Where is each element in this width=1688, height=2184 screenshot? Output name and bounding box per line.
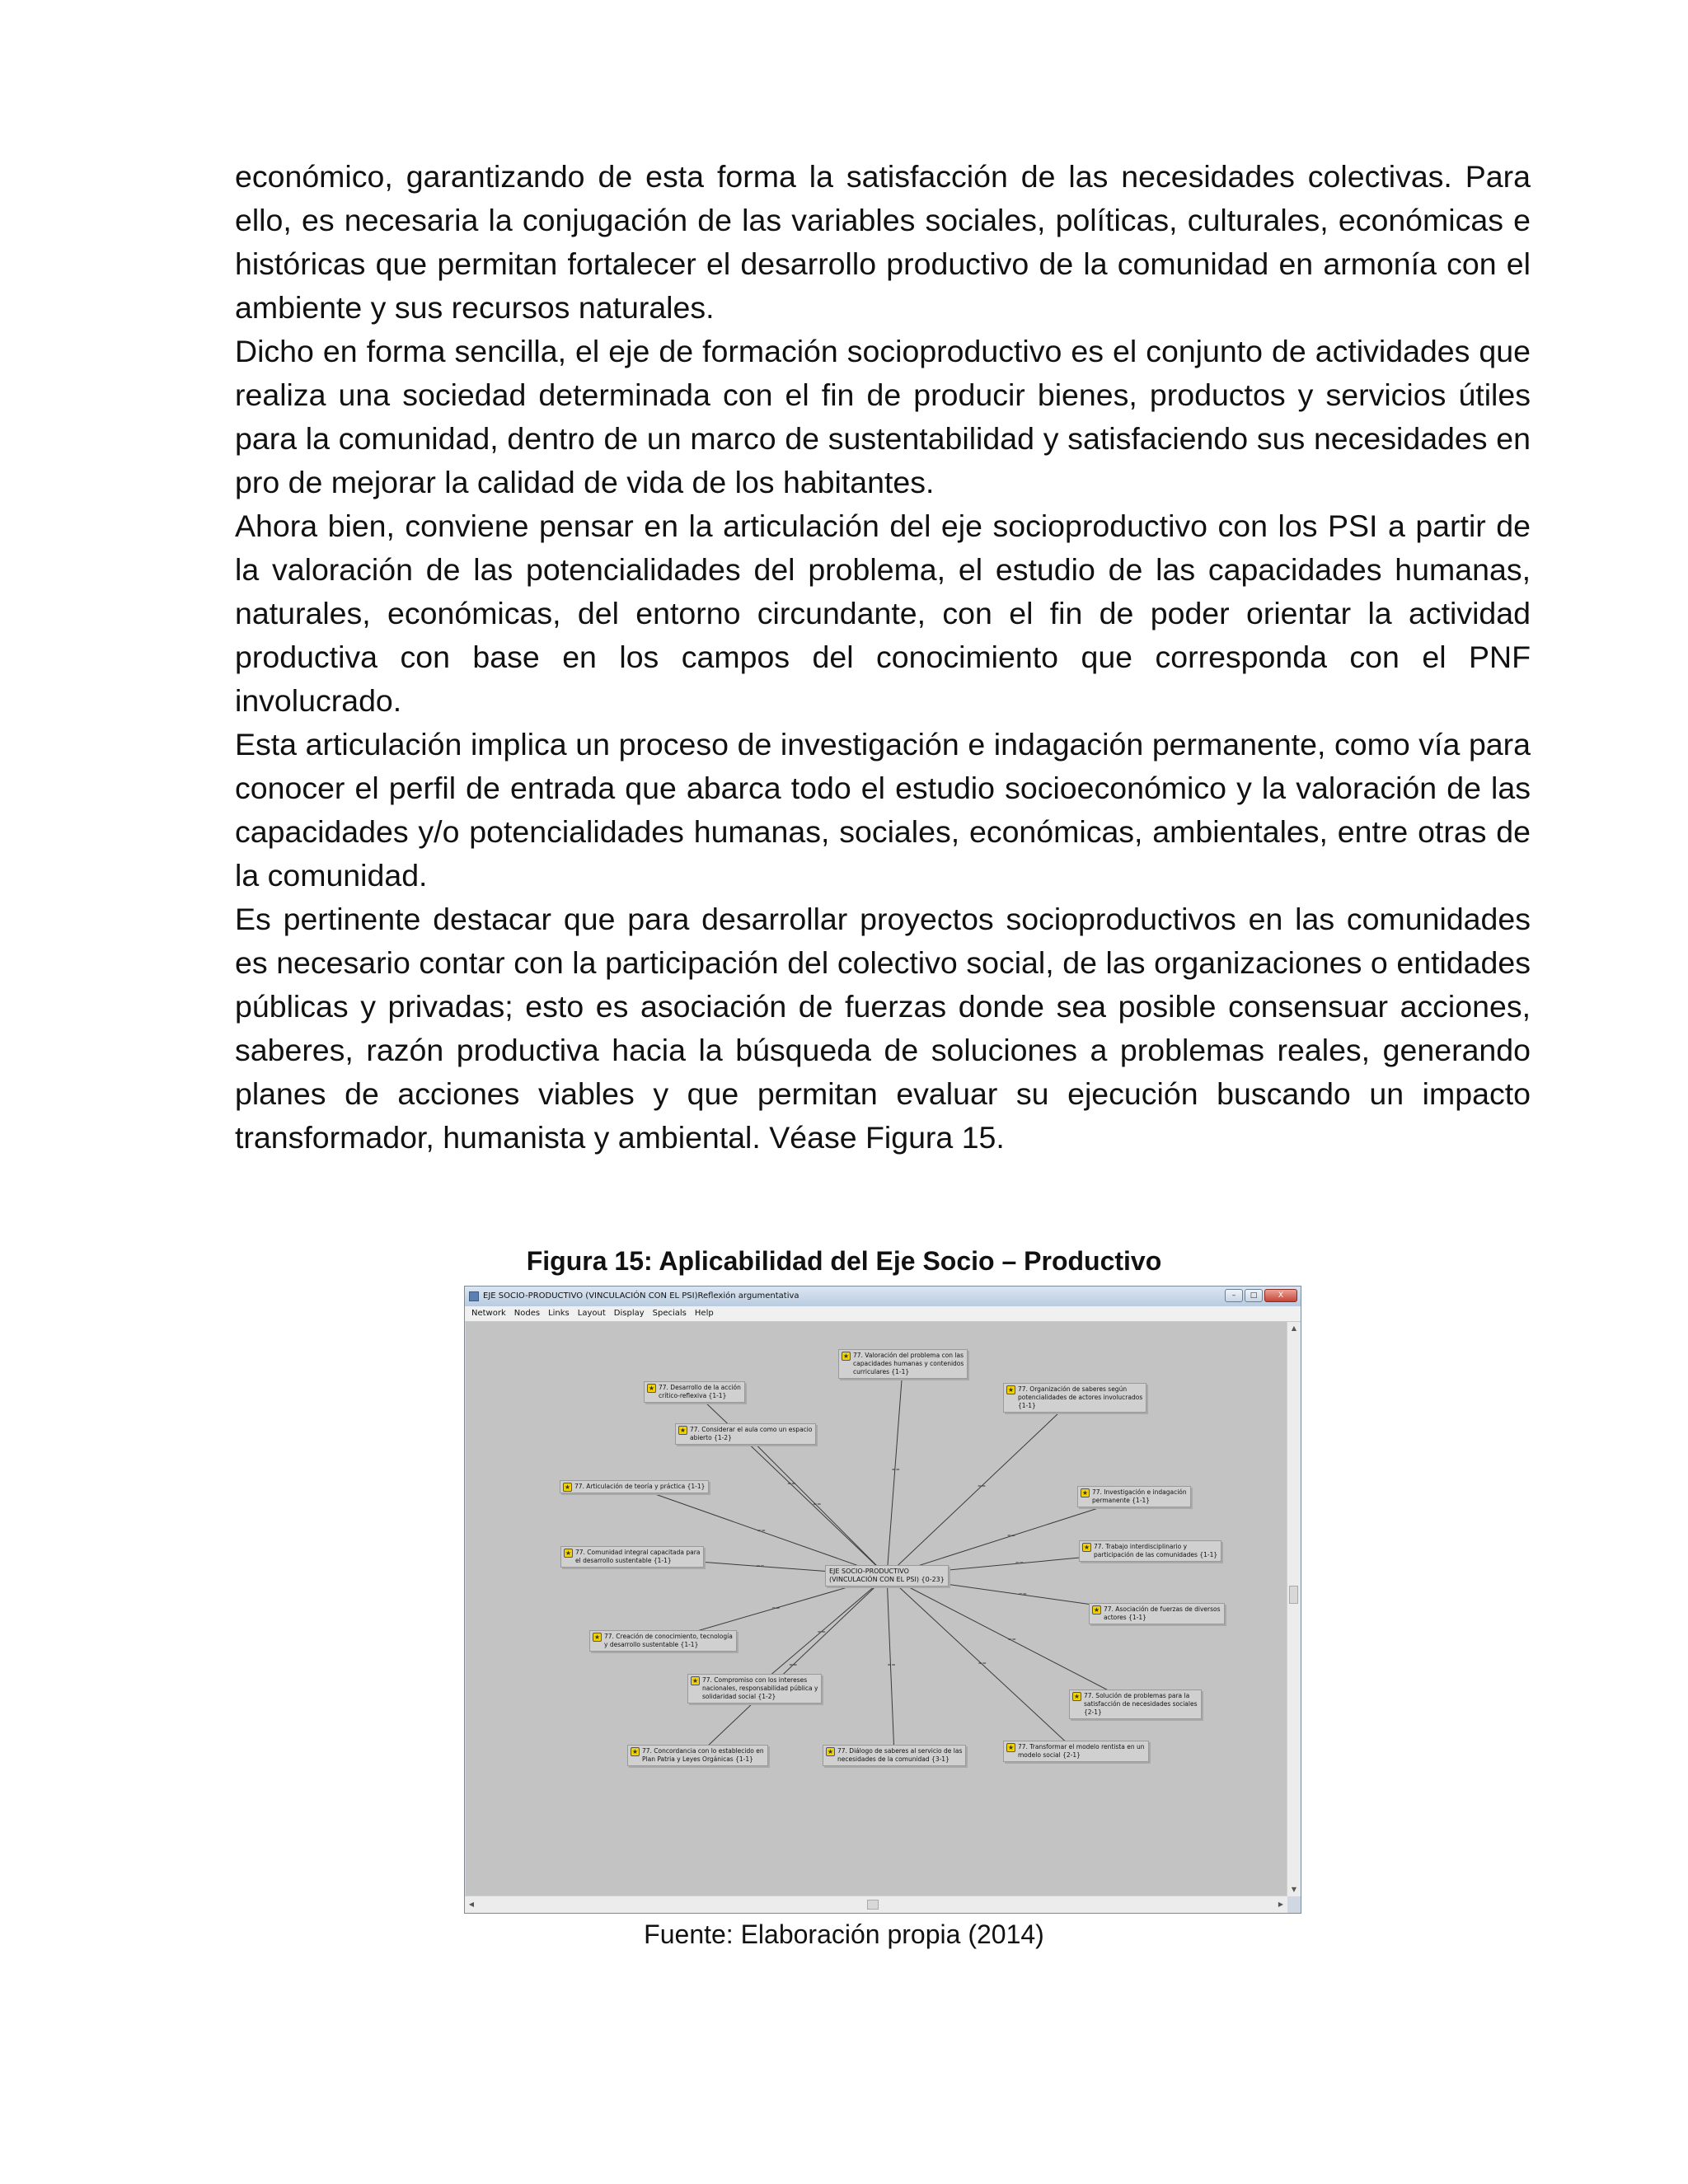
app-icon [469, 1291, 479, 1301]
network-node[interactable] [560, 1480, 709, 1493]
node-line: 77. Comunidad integral capacitada para [575, 1549, 701, 1556]
node-line: participación de las comunidades {1-1} [1094, 1551, 1218, 1558]
code-icon: ★ [565, 1549, 572, 1557]
node-line: 77. Creación de conocimiento, tecnología [604, 1633, 733, 1640]
edge-label: == [771, 1605, 781, 1611]
menu-network[interactable]: Network [471, 1309, 506, 1318]
edge-label: == [978, 1483, 987, 1489]
code-icon: ★ [1073, 1693, 1081, 1700]
node-line: 77. Diálogo de saberes al servicio de las [837, 1747, 963, 1755]
node-line: nacionales, responsabilidad pública y [702, 1685, 818, 1692]
code-icon: ★ [631, 1748, 639, 1755]
code-icon: ★ [564, 1483, 571, 1491]
edge-label: == [813, 1502, 822, 1507]
network-node[interactable] [627, 1745, 768, 1766]
node-line: permanente {1-1} [1092, 1497, 1151, 1504]
node-line: 77. Compromiso con los intereses [702, 1676, 808, 1684]
scroll-left-icon[interactable]: ◀ [468, 1900, 475, 1908]
menu-nodes[interactable]: Nodes [513, 1309, 541, 1318]
node-line: 77. Investigación e indagación [1092, 1488, 1187, 1496]
node-line: y desarrollo sustentable {1-1} [604, 1641, 699, 1648]
network-editor-window [464, 1286, 1301, 1914]
code-icon: ★ [842, 1352, 850, 1360]
network-node[interactable] [644, 1381, 745, 1403]
network-node[interactable] [1003, 1741, 1149, 1762]
node-line: actores {1-1} [1104, 1614, 1146, 1621]
node-line: solidaridad social {1-2} [702, 1693, 776, 1700]
code-icon: ★ [827, 1748, 834, 1755]
code-icon: ★ [1007, 1386, 1015, 1394]
network-node[interactable] [823, 1745, 966, 1766]
scroll-right-icon[interactable]: ▶ [1278, 1900, 1284, 1908]
horizontal-scroll-thumb[interactable] [867, 1900, 879, 1910]
menu-specials[interactable]: Specials [652, 1309, 687, 1318]
network-node[interactable] [589, 1630, 737, 1652]
network-node[interactable] [1077, 1486, 1191, 1507]
node-line: (VINCULACIÓN CON EL PSI) {0-23} [829, 1576, 945, 1583]
node-line: 77. Solución de problemas para la [1084, 1692, 1190, 1699]
node-line: Plan Patria y Leyes Orgánicas {1-1} [642, 1755, 753, 1763]
close-button[interactable]: X [1264, 1289, 1297, 1302]
node-line: 77. Asociación de fuerzas de diversos [1104, 1605, 1221, 1613]
node-line: 77. Trabajo interdisciplinario y [1094, 1543, 1188, 1550]
edge-label: == [1015, 1560, 1024, 1566]
maximize-button[interactable]: □ [1245, 1289, 1263, 1302]
node-line: satisfacción de necesidades sociales [1084, 1700, 1198, 1708]
node-line: modelo social {2-1} [1018, 1751, 1081, 1759]
code-icon: ★ [1081, 1489, 1089, 1497]
window-title: EJE SOCIO-PRODUCTIVO (VINCULACIÓN CON EL PSI)Reflexión argumentativa [483, 1291, 799, 1301]
edge-label: == [891, 1466, 900, 1473]
node-line: 77. Concordancia con lo establecido en [642, 1747, 764, 1755]
node-line: {2-1} [1084, 1708, 1102, 1716]
vertical-scroll-thumb[interactable] [1289, 1586, 1298, 1604]
menu-links[interactable]: Links [548, 1309, 570, 1318]
paragraph: Ahora bien, conviene pensar en la articulación del eje socioproductivo con los PSI a partir de la valoración de las potencialidades del problema, el estudio de las capacidades humanas, naturales, económicas, del entorno circundante, con el fin de poder orientar la actividad productiva con base en los campos del conocimiento que corresponda con el PNF involucrado. [235, 509, 1531, 718]
node-line: {1-1} [1018, 1402, 1036, 1409]
code-icon: ★ [1083, 1544, 1090, 1551]
edge-label: == [1007, 1637, 1016, 1643]
network-canvas[interactable] [466, 1322, 1287, 1896]
network-node[interactable] [1069, 1690, 1202, 1719]
scroll-down-icon[interactable]: ▼ [1291, 1886, 1297, 1893]
center-node[interactable] [825, 1565, 949, 1586]
edge-label: == [817, 1629, 826, 1635]
node-line: crítico-reflexiva {1-1} [659, 1392, 727, 1399]
edge-label: == [787, 1480, 796, 1487]
node-line: 77. Articulación de teoría y práctica {1-1} [574, 1483, 706, 1490]
menu-display[interactable]: Display [613, 1309, 645, 1318]
scroll-up-icon[interactable]: ▲ [1291, 1324, 1297, 1332]
node-line: necesidades de la comunidad {3-1} [837, 1755, 950, 1763]
node-line: curriculares {1-1} [853, 1368, 910, 1376]
window-controls [1225, 1289, 1297, 1302]
paragraph: económico, garantizando de esta forma la satisfacción de las necesidades colectivas. Para ello, es necesaria la conjugación de las variables sociales, políticas, culturales, económicas e históricas que permitan fortalecer el desarrollo productivo de la comunidad en armonía con el ambiente y sus recursos naturales. [235, 159, 1531, 325]
figure-caption: Figura 15: Aplicabilidad del Eje Socio – Productivo [526, 1246, 1162, 1276]
network-node[interactable] [1079, 1540, 1221, 1562]
paragraph: Dicho en forma sencilla, el eje de formación socioproductivo es el conjunto de actividades que realiza una sociedad determinada con el fin de producir bienes, productos y servicios útiles para la comunidad, dentro de un marco de sustentabilidad y satisfaciendo sus necesidades en pro de mejorar la calidad de vida de los habitantes. [235, 334, 1531, 499]
code-icon: ★ [648, 1385, 655, 1392]
menu-layout[interactable]: Layout [577, 1309, 606, 1318]
edge-label: == [1018, 1591, 1027, 1597]
network-node[interactable] [1003, 1383, 1146, 1413]
node-line: 77. Desarrollo de la acción [659, 1384, 741, 1391]
edge-label: == [756, 1563, 765, 1569]
code-icon: ★ [593, 1633, 601, 1641]
code-icon: ★ [679, 1427, 687, 1434]
edge-label: == [978, 1660, 987, 1666]
minimize-button[interactable]: – [1225, 1289, 1243, 1302]
network-node[interactable] [560, 1546, 704, 1568]
paragraph: Esta articulación implica un proceso de investigación e indagación permanente, como vía para conocer el perfil de entrada que abarca todo el estudio socioeconómico y la valoración de las capacidades y/o potencialidades humanas, sociales, económicas, ambientales, entre otras de la comunidad. [235, 727, 1531, 893]
menu-bar [465, 1306, 1301, 1322]
edge-label: == [757, 1528, 766, 1534]
node-line: 77. Organización de saberes según [1018, 1385, 1128, 1393]
menu-help[interactable]: Help [694, 1309, 714, 1318]
code-icon: ★ [1007, 1744, 1015, 1751]
code-icon: ★ [692, 1677, 699, 1685]
node-line: 77. Valoración del problema con las [853, 1352, 964, 1359]
node-line: el desarrollo sustentable {1-1} [575, 1557, 672, 1564]
edge-label: == [1007, 1533, 1016, 1539]
network-node[interactable] [675, 1423, 816, 1445]
paragraph: Es pertinente destacar que para desarrollar proyectos socioproductivos en las comunidades es necesario contar con la participación del colectivo social, de las organizaciones o entidades públicas y privadas; esto es asociación de fuerzas donde sea posible consensuar acciones, saberes, razón productiva hacia la búsqueda de soluciones a problemas reales, generando planes de acciones viables y que permitan evaluar su ejecución buscando un impacto transformador, humanista y ambiental. Véase Figura 15. [235, 902, 1531, 1155]
node-line: EJE SOCIO-PRODUCTIVO [829, 1568, 909, 1575]
figure-source: Fuente: Elaboración propia (2014) [644, 1919, 1044, 1949]
node-line: 77. Considerar el aula como un espacio [690, 1426, 813, 1433]
node-line: 77. Transformar el modelo rentista en un [1018, 1743, 1145, 1750]
edge-label: == [887, 1662, 896, 1668]
network-node[interactable] [1089, 1603, 1225, 1624]
node-line: potencialidades de actores involucrados [1018, 1394, 1143, 1401]
code-icon: ★ [1093, 1606, 1100, 1614]
node-line: capacidades humanas y contenidos [853, 1360, 964, 1367]
horizontal-scrollbar[interactable] [465, 1896, 1287, 1913]
node-line: abierto {1-2} [690, 1434, 732, 1441]
network-node[interactable] [838, 1349, 968, 1379]
edge-label: == [789, 1662, 798, 1668]
body-text [235, 155, 1531, 1160]
vertical-scrollbar[interactable] [1287, 1322, 1301, 1896]
window-titlebar[interactable] [465, 1286, 1301, 1306]
network-node[interactable] [687, 1674, 822, 1704]
